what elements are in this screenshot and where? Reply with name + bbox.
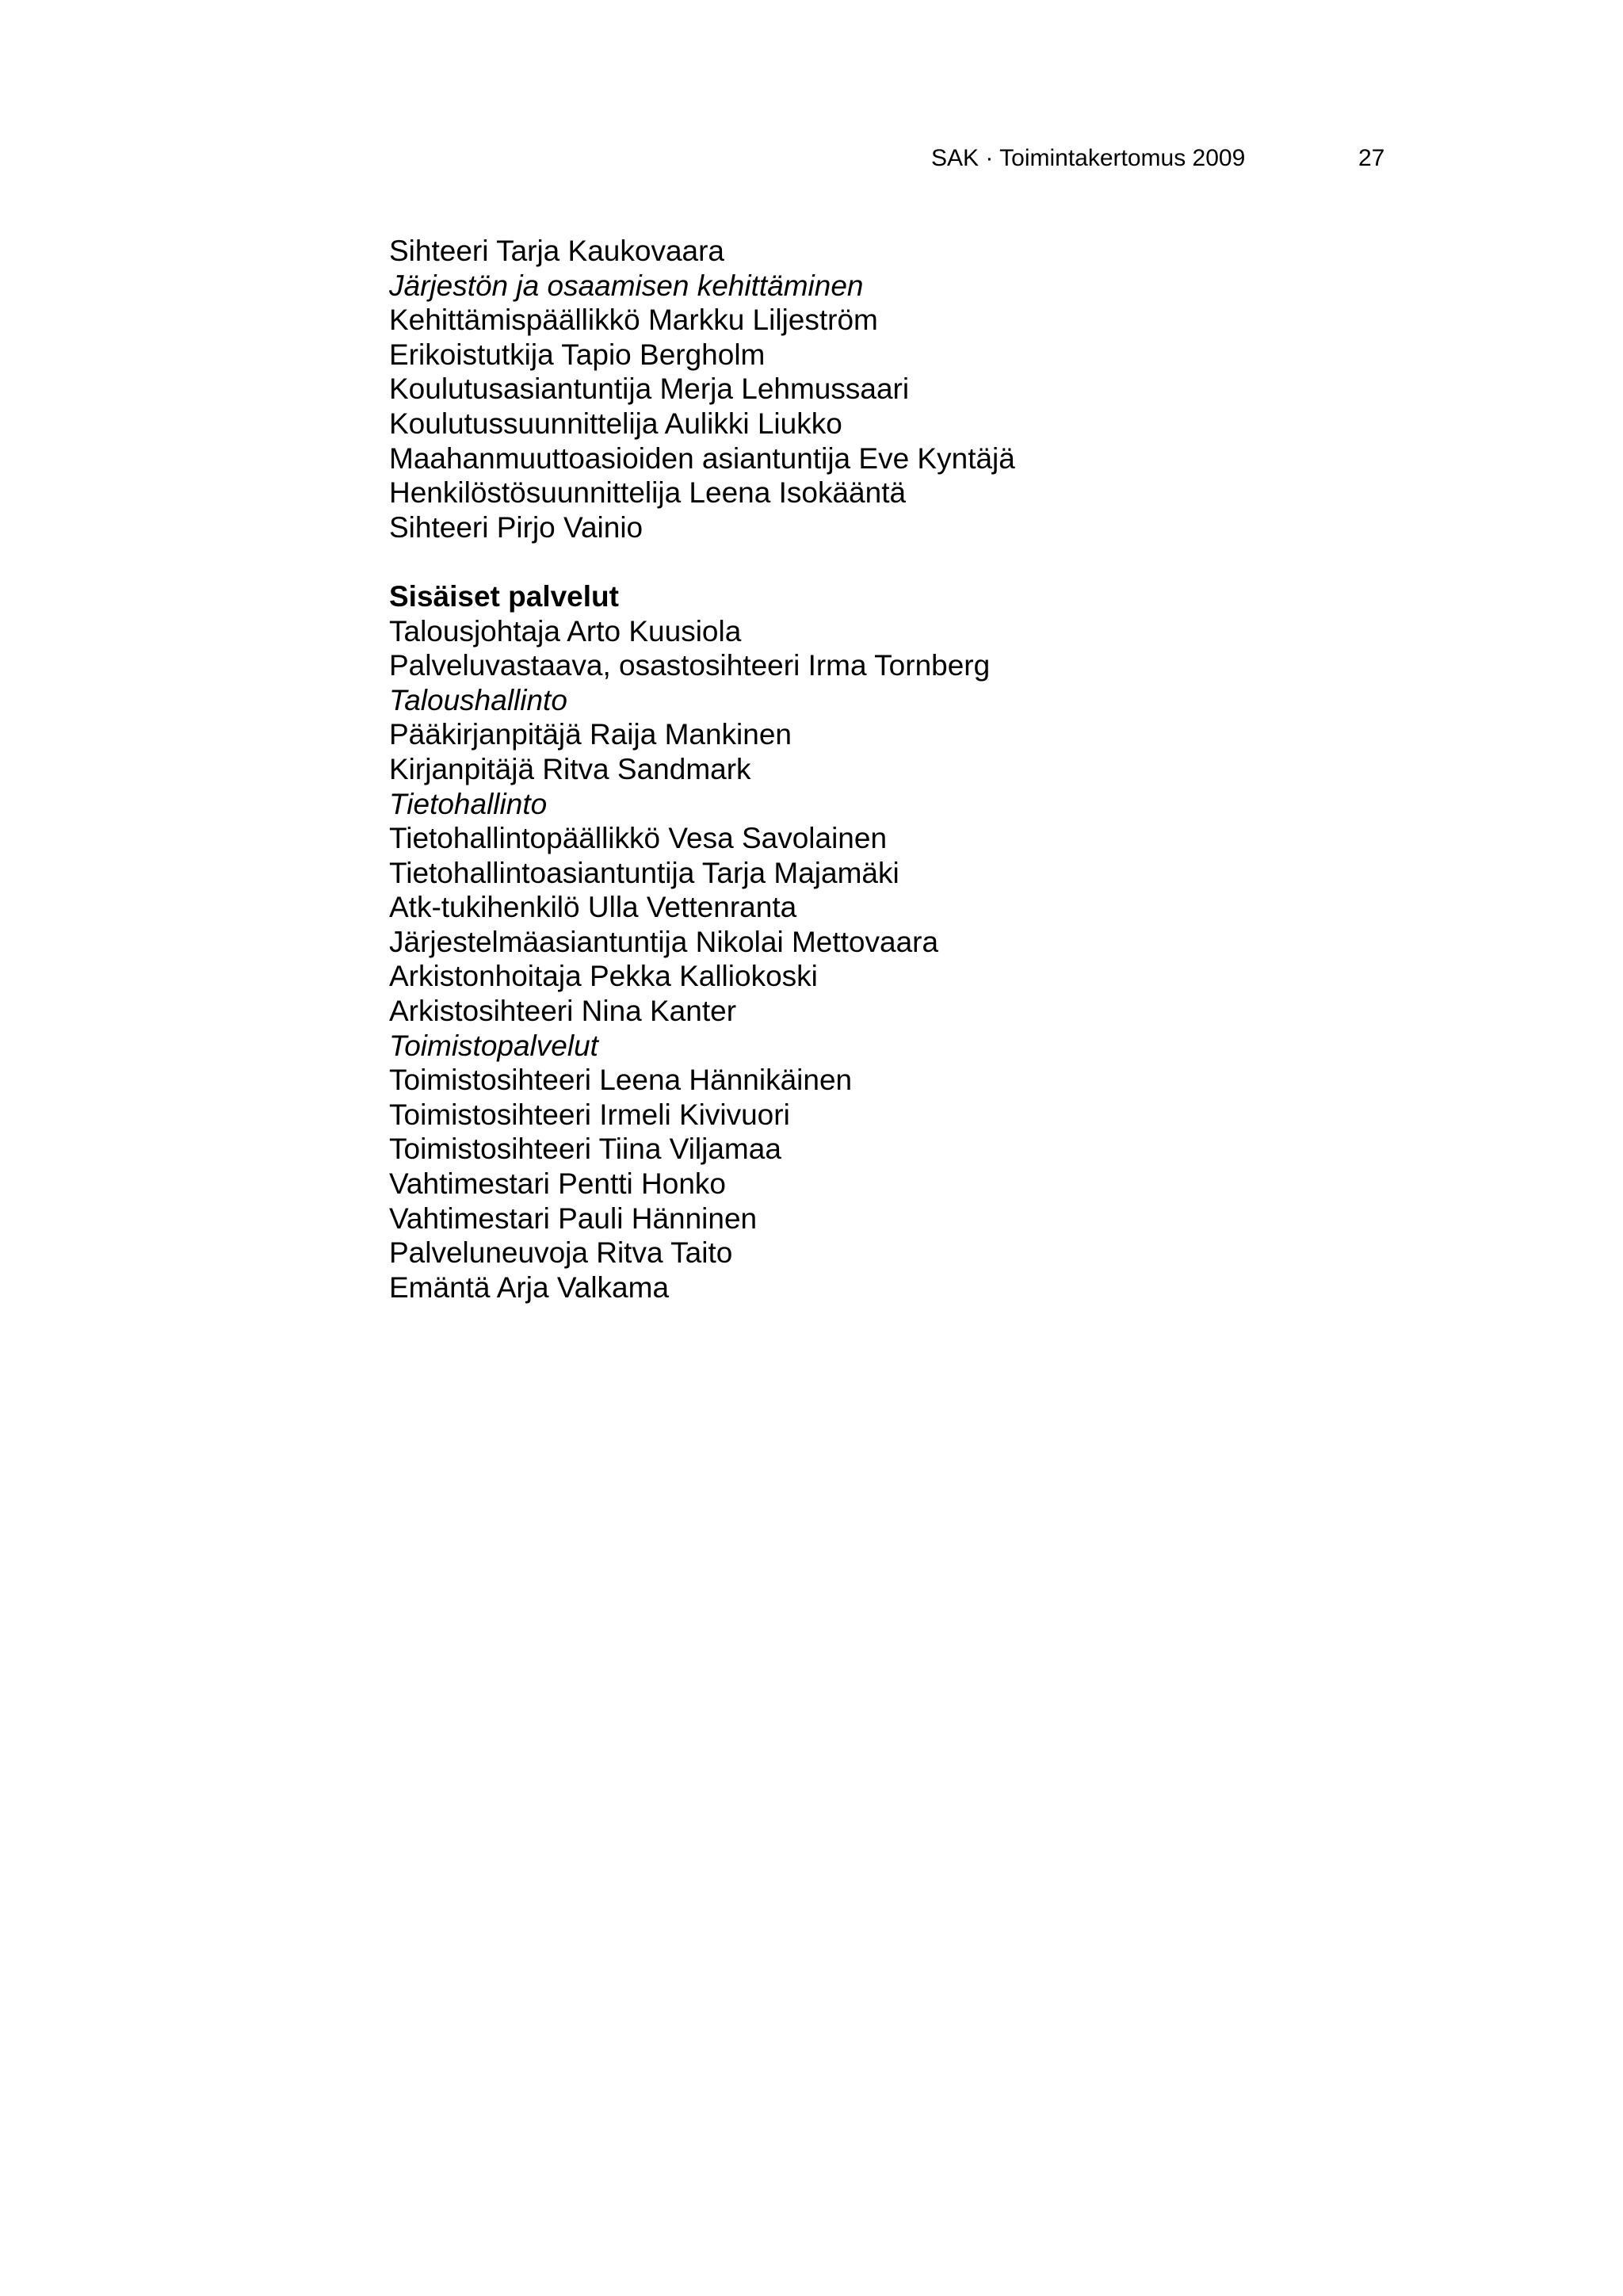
running-header	[0, 143, 1623, 174]
staff-line: Arkistosihteeri Nina Kanter	[389, 995, 737, 1028]
staff-line: Kirjanpitäjä Ritva Sandmark	[389, 752, 751, 785]
staff-line: Vahtimestari Pauli Hänninen	[389, 1201, 758, 1235]
paragraph-gap	[389, 544, 1499, 579]
staff-listing	[389, 234, 1499, 1305]
staff-line: Arkistonhoitaja Pekka Kalliokoski	[389, 960, 818, 993]
staff-line: Tietohallintopäällikkö Vesa Savolainen	[389, 822, 888, 855]
section-internal-services	[389, 579, 1499, 1305]
staff-line: Kehittämispäällikkö Markku Liljeström	[389, 304, 878, 337]
staff-line: Pääkirjanpitäjä Raija Mankinen	[389, 718, 792, 751]
subsection-heading: Taloushallinto	[389, 683, 567, 716]
page-number: 27	[1358, 145, 1385, 171]
staff-line: Toimistosihteeri Irmeli Kivivuori	[389, 1098, 790, 1131]
staff-line: Talousjohtaja Arto Kuusiola	[389, 614, 742, 648]
staff-line: Erikoistutkija Tapio Bergholm	[389, 338, 766, 371]
staff-line: Palveluneuvoja Ritva Taito	[389, 1236, 733, 1270]
staff-line: Sihteeri Tarja Kaukovaara	[389, 235, 725, 267]
staff-line: Atk-tukihenkilö Ulla Vettenranta	[389, 891, 797, 924]
staff-line: Järjestelmäasiantuntija Nikolai Mettovaara	[389, 925, 939, 958]
subsection-heading: Tietohallinto	[389, 787, 548, 820]
staff-line: Maahanmuuttoasioiden asiantuntija Eve Kyntäjä	[389, 441, 1015, 475]
section-heading: Sisäiset palvelut	[389, 579, 619, 613]
staff-line: Koulutusasiantuntija Merja Lehmussaari	[389, 372, 910, 406]
staff-line: Sihteeri Pirjo Vainio	[389, 510, 643, 544]
subsection-heading: Järjestön ja osaamisen kehittäminen	[389, 269, 864, 302]
subsection-heading: Toimistopalvelut	[389, 1029, 598, 1062]
staff-line: Emäntä Arja Valkama	[389, 1270, 670, 1304]
header-title: SAK · Toimintakertomus 2009	[931, 145, 1246, 171]
staff-line: Toimistosihteeri Leena Hännikäinen	[389, 1064, 853, 1097]
section-staff-continued	[389, 234, 1499, 544]
staff-line: Palveluvastaava, osastosihteeri Irma Tornberg	[389, 649, 991, 682]
staff-line: Vahtimestari Pentti Honko	[389, 1167, 727, 1201]
staff-line: Toimistosihteeri Tiina Viljamaa	[389, 1133, 781, 1166]
staff-line: Henkilöstösuunnittelija Leena Isokääntä	[389, 476, 907, 510]
staff-line: Tietohallintoasiantuntija Tarja Majamäki	[389, 856, 899, 889]
staff-line: Koulutussuunnittelija Aulikki Liukko	[389, 407, 842, 440]
